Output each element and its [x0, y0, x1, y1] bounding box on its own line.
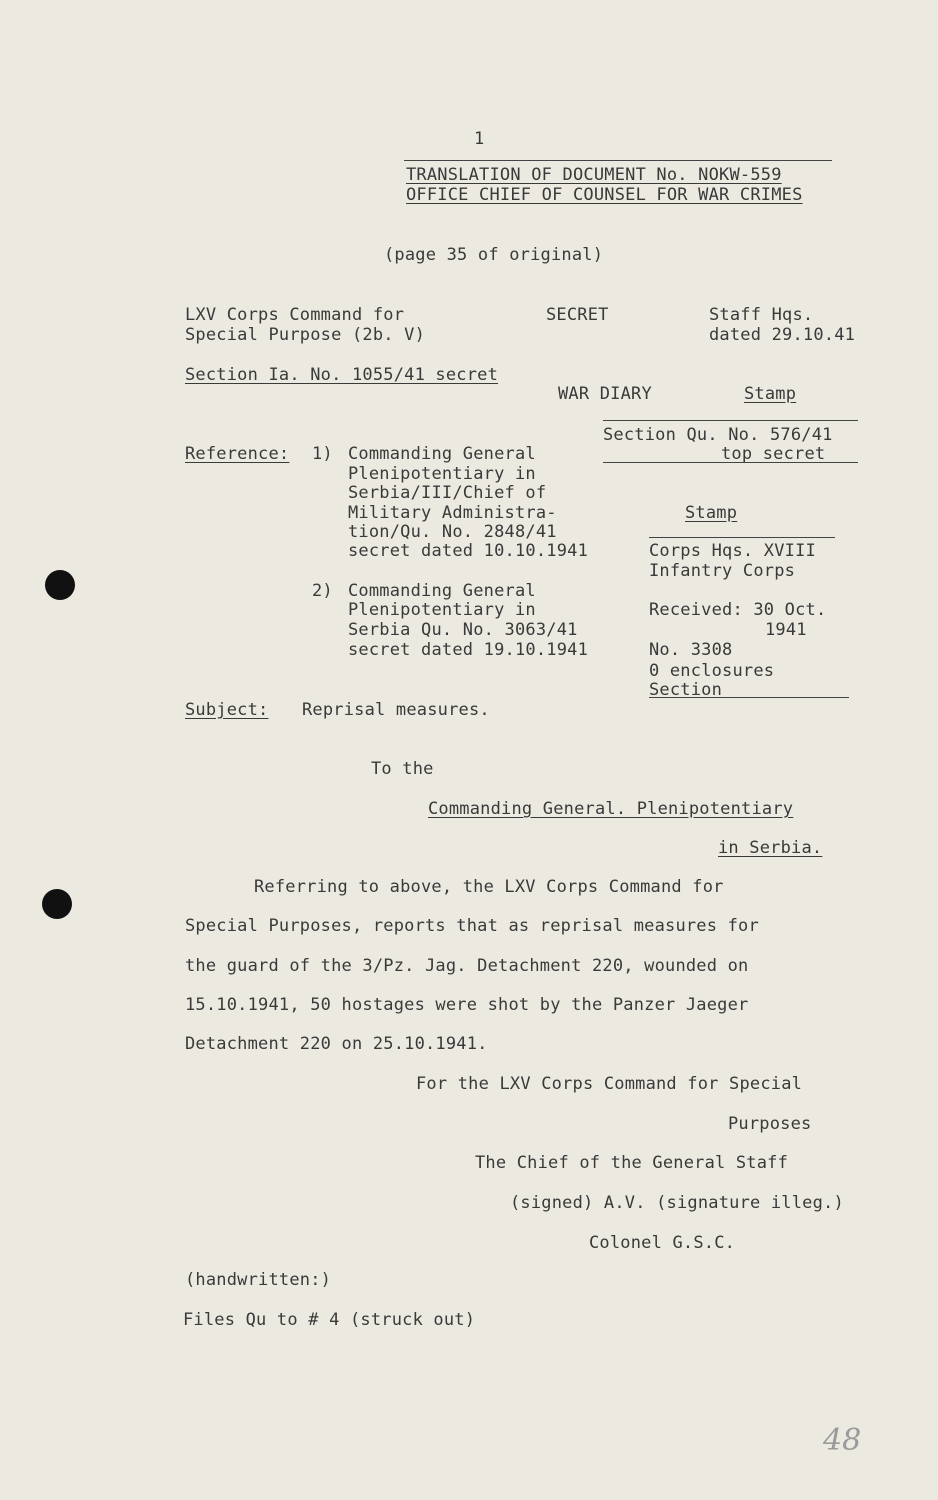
closing-line-5: Colonel G.S.C. — [589, 1233, 736, 1253]
reference-item-2-line: Commanding General — [348, 581, 536, 601]
classification: SECRET — [546, 305, 609, 325]
stamp-2-line-4: 1941 — [765, 620, 807, 640]
header-rule — [404, 160, 832, 161]
page-of-original: (page 35 of original) — [384, 245, 604, 265]
reference-item-2-line: Plenipotentiary in — [348, 600, 536, 620]
reference-item-1-number: 1) — [312, 444, 333, 464]
reference-item-1-line: Serbia/III/Chief of — [348, 483, 547, 503]
handwritten-label: (handwritten:) — [185, 1270, 332, 1290]
stamp-1-bottom-rule — [603, 462, 858, 463]
reference-item-1-line: Commanding General — [348, 444, 536, 464]
reference-item-2-number: 2) — [312, 581, 333, 601]
reference-item-1-line: tion/Qu. No. 2848/41 — [348, 522, 557, 542]
reference-label: Reference: — [185, 444, 290, 464]
addressee-line-3: in Serbia. — [718, 838, 823, 858]
staff-line-1: Staff Hqs. — [709, 305, 814, 325]
subject-text: Reprisal measures. — [302, 700, 490, 720]
subject-label: Subject: — [185, 700, 269, 720]
reference-item-2-line: secret dated 19.10.1941 — [348, 640, 589, 660]
stamp-2-line-1: Corps Hqs. XVIII — [649, 541, 816, 561]
addressee-line-2: Commanding General. Plenipotentiary — [428, 799, 794, 819]
stamp-2-top-rule — [649, 537, 835, 538]
closing-line-3: The Chief of the General Staff — [475, 1153, 789, 1173]
sender-line-2: Special Purpose (2b. V) — [185, 325, 426, 345]
war-diary: WAR DIARY — [558, 384, 652, 404]
sender-line-1: LXV Corps Command for — [185, 305, 405, 325]
addressee-line-1: To the — [371, 759, 434, 779]
closing-line-2: Purposes — [728, 1114, 812, 1134]
reference-item-1-line: secret dated 10.10.1941 — [348, 541, 589, 561]
stamp-2-label: Stamp — [685, 503, 738, 523]
stamp-1-line-2: top secret — [721, 444, 826, 464]
header-line-2: OFFICE CHIEF OF COUNSEL FOR WAR CRIMES — [406, 185, 803, 205]
staff-line-2: dated 29.10.41 — [709, 325, 856, 345]
body-line: Referring to above, the LXV Corps Command for — [254, 877, 724, 897]
section-reference: Section Ia. No. 1055/41 secret — [185, 365, 499, 385]
stamp-1-line-1: Section Qu. No. 576/41 — [603, 425, 833, 445]
stamp-2-line-5: No. 3308 — [649, 640, 733, 660]
stamp-2-line-2: Infantry Corps — [649, 561, 796, 581]
punch-hole-bottom — [42, 889, 72, 919]
reference-item-2-line: Serbia Qu. No. 3063/41 — [348, 620, 578, 640]
page-number: 1 — [474, 129, 485, 149]
header-line-1: TRANSLATION OF DOCUMENT No. NOKW-559 — [406, 165, 782, 185]
stamp-2-line-6: 0 enclosures — [649, 661, 775, 681]
stamp-1-top-rule — [603, 420, 858, 421]
handwritten-text: Files Qu to # 4 (struck out) — [183, 1310, 476, 1330]
reference-item-1-line: Military Administra- — [348, 503, 557, 523]
closing-line-4: (signed) A.V. (signature illeg.) — [510, 1193, 844, 1213]
body-line: Special Purposes, reports that as reprisal measures for — [185, 916, 759, 936]
stamp-2-line-7: Section — [649, 680, 723, 700]
handwritten-page-number: 48 — [823, 1423, 862, 1458]
body-line: 15.10.1941, 50 hostages were shot by the Panzer Jaeger — [185, 995, 749, 1015]
closing-line-1: For the LXV Corps Command for Special — [416, 1074, 803, 1094]
punch-hole-top — [45, 570, 75, 600]
body-line: Detachment 220 on 25.10.1941. — [185, 1034, 488, 1054]
reference-item-1-line: Plenipotentiary in — [348, 464, 536, 484]
stamp-2-bottom-rule — [649, 697, 849, 698]
body-line: the guard of the 3/Pz. Jag. Detachment 220, wounded on — [185, 956, 749, 976]
stamp-1-label: Stamp — [744, 384, 797, 404]
stamp-2-line-3: Received: 30 Oct. — [649, 600, 827, 620]
